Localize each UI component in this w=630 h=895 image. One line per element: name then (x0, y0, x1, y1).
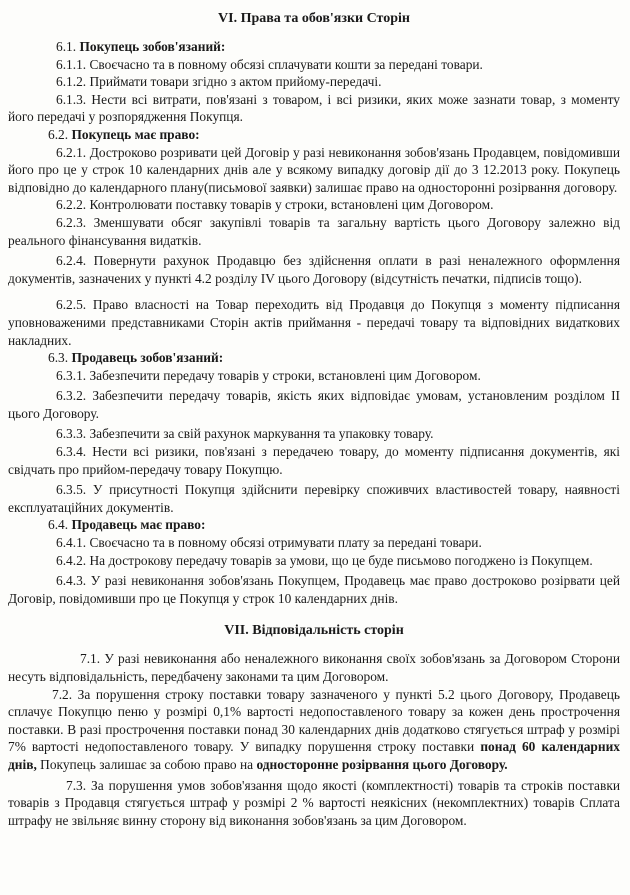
clause-6-2-5: 6.2.5. Право власності на Товар переходить від Продавця до Покупця з моменту підписання уповноваженими представниками Сторін актів приймання - передачі товару та відповідних видаткових накладних. (8, 297, 620, 348)
clause-number: 6.2. (48, 126, 69, 142)
clause-6-3-3: 6.3.3. Забезпечити за свій рахунок маркування та упаковку товару. (56, 426, 434, 442)
clause-6-1-1: 6.1.1. Своєчасно та в повному обсязі сплачувати кошти за передані товари. (56, 56, 483, 72)
clause-6-3-heading (8, 349, 620, 367)
clause-heading-text: Продавець має право: (71, 517, 206, 533)
clause-heading-text: Покупець має право: (71, 126, 200, 142)
clause-6-1-3: 6.1.3. Нести всі витрати, пов'язані з товаром, і всі ризики, яких може зазнати товар, з моменту його передачі у розпорядження Покупця. (8, 91, 620, 125)
clause-6-2-1: 6.2.1. Достроково розривати цей Договір у разі невиконання зобов'язань Продавцем, повідомивши його про це у строк 10 календарних днів але у всякому випадку договір дії до 3 12.2013 року. Покупець відповідно до календарного плану(письмової заявки) залишає право на односторонні розірвання договору. (8, 144, 620, 195)
clause-6-4-3: 6.4.3. У разі невиконання зобов'язань Покупцем, Продавець має право достроково розірвати цей Договір, повідомивши про це Покупця у строк 10 календарних днів. (8, 573, 620, 606)
clause-7-2-bold-termination: односторонне розірвання цього Договору. (256, 756, 508, 772)
clause-6-1-heading (8, 38, 620, 56)
clause-number: 6.4. (48, 517, 69, 533)
clause-7-2-text-a: 7.2. За порушення строку поставки товару зазначеного у пункті 5.2 цього Договору, Продавець сплачує Покупцю пеню у розмірі 0,1% вартості недопоставленого товару за кожен день прострочення поставки. В разі прострочення поставки понад 30 календарних днів додатково стягується штраф у розмірі 7% вартості недопоставленого товару. У випадку порушення строку поставки (8, 686, 620, 755)
clause-6-4-heading (8, 516, 620, 534)
clause-6-2-4: 6.2.4. Повернути рахунок Продавцю без здійснення оплати в разі неналежного оформлення документів, зазначених у пункті 4.2 розділу IV цього Договору (відсутність печатки, підписів тощо). (8, 253, 620, 286)
clause-6-3-1: 6.3.1. Забезпечити передачу товарів у строки, встановлені цим Договором. (56, 367, 481, 383)
section-6-title: VI. Права та обов'язки Сторін (218, 11, 410, 26)
clause-number: 6.3. (48, 350, 69, 366)
clause-7-3: 7.3. За порушення умов зобов'язання щодо якості (комплектності) товарів та строків поставки товарів з Продавця стягується штраф у розмірі 2 % вартості неякісних (некомплектних) товарів Сплата штрафу не звільняє винну сторону від виконання зобов'язань за цим Договором. (8, 777, 620, 828)
clause-6-1-2: 6.1.2. Приймати товари згідно з актом прийому-передачі. (56, 74, 382, 90)
clause-number: 6.1. (56, 39, 77, 54)
clause-6-4-1: 6.4.1. Своєчасно та в повному обсязі отримувати плату за передані товари. (56, 535, 482, 551)
clause-7-2-bold-days: понад 60 календарних днів, (8, 739, 620, 772)
clause-6-2-heading (8, 126, 620, 144)
clause-6-2-2: 6.2.2. Контролювати поставку товарів у строки, встановлені цим Договором. (56, 197, 494, 213)
clause-7-1: 7.1. У разі невиконання або неналежного виконання своїх зобов'язань за Договором Сторони несуть відповідальність, передбачену законами та цим Договором. (8, 651, 620, 684)
section-7-title: VII. Відповідальність сторін (224, 623, 404, 639)
clause-heading-text: Продавець зобов'язаний: (71, 350, 224, 366)
clause-6-2-3: 6.2.3. Зменшувати обсяг закупівлі товарів та загальну вартість цього Договору залежно від реального фінансування видатків. (8, 214, 620, 248)
clause-6-3-2: 6.3.2. Забезпечити передачу товарів, якість яких відповідає умовам, установленим розділом II цього Договору. (8, 388, 620, 421)
clause-heading-text: Покупець зобов'язаний: (79, 39, 226, 54)
clause-7-2 (8, 686, 620, 774)
clause-6-3-4: 6.3.4. Нести всі ризики, пов'язані з передачею товару, до моменту підписання документів, які свідчать про прийом-передачу товару Покупцю. (8, 444, 620, 477)
clause-6-4-2: 6.4.2. На дострокову передачу товарів за умови, що це буде письмово погоджено із Покупцем. (56, 552, 593, 568)
clause-7-2-text-c: Покупець залишає за собою право на (40, 756, 254, 772)
clause-6-3-5: 6.3.5. У присутності Покупця здійснити перевірку споживчих властивостей товару, наявності експлуатаційних документів. (8, 482, 620, 515)
